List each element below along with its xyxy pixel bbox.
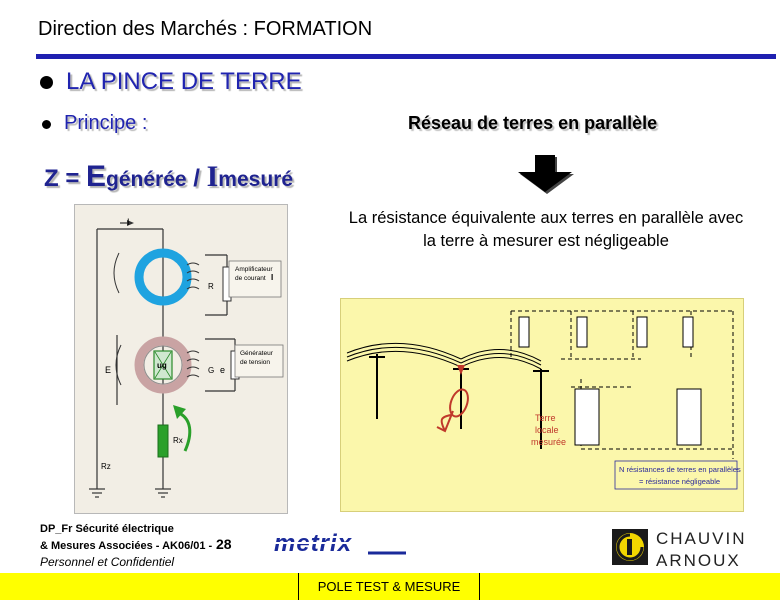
- amplifier-label-line2: de courant: [235, 275, 266, 282]
- subsection-bullet: [42, 120, 51, 129]
- parallel-earths-diagram: [340, 298, 744, 512]
- rz-label: Rz: [101, 462, 111, 471]
- formula-i-initial: I: [206, 160, 219, 193]
- formula-i-sub: mesuré: [218, 168, 294, 191]
- amplifier-label-line1: Amplificateur: [235, 266, 273, 273]
- generator-label-line2: de tension: [240, 359, 270, 366]
- parallel-note-line1: N résistances de terres en parallèles: [619, 465, 741, 474]
- subsection-title: Principe :: [64, 112, 148, 134]
- e-lower-label: e: [220, 365, 226, 375]
- clamp-circuit-diagram: [74, 204, 288, 514]
- right-description: La résistance équivalente aux terres en parallèle avec la terre à mesurer est négligeable: [348, 209, 744, 250]
- header-rule: [36, 54, 776, 59]
- brand-ca-line1: CHAUVIN: [656, 529, 747, 548]
- section-title: LA PINCE DE TERRE: [66, 68, 302, 95]
- r-label: R: [208, 282, 214, 291]
- footer-course-line2: & Mesures Associées - AK06/01 -: [40, 540, 213, 552]
- g-label: G: [208, 366, 215, 375]
- formula-equals: =: [65, 165, 80, 192]
- down-arrow-icon: [512, 152, 578, 194]
- footer-course-line1: DP_Fr Sécurité électrique: [40, 523, 174, 535]
- parallel-note-line2: = résistance négligeable: [639, 477, 721, 486]
- amplifier-symbol: I: [271, 273, 274, 282]
- local-earth-line2: locale: [535, 425, 559, 435]
- formula-e-sub: générée: [106, 168, 187, 191]
- chauvin-arnoux-logo: [610, 525, 770, 569]
- core-label: ug: [157, 361, 167, 370]
- right-heading: Réseau de terres en parallèle: [408, 113, 658, 133]
- metrix-logo: [272, 531, 408, 557]
- footer-bar-label: POLE TEST & MESURE: [298, 573, 480, 600]
- current-label: I: [127, 217, 130, 227]
- local-earth-line1: Terre: [535, 413, 556, 423]
- brand-ca-line2: ARNOUX: [656, 551, 741, 569]
- formula-z: Z: [44, 165, 59, 192]
- section-bullet: [40, 76, 53, 89]
- formula-slash: /: [193, 165, 200, 192]
- local-earth-line3: mesurée: [531, 437, 567, 447]
- e-upper-label: E: [105, 365, 112, 375]
- header-title: Direction des Marchés : FORMATION: [38, 18, 373, 40]
- page-number: 28: [216, 536, 232, 552]
- confidential-note: Personnel et Confidentiel: [40, 555, 175, 569]
- generator-label-line1: Générateur: [240, 350, 273, 357]
- rx-label: Rx: [173, 436, 183, 445]
- formula: [44, 160, 293, 194]
- formula-e-initial: E: [86, 160, 107, 193]
- metrix-logo-text: metrix: [274, 531, 353, 557]
